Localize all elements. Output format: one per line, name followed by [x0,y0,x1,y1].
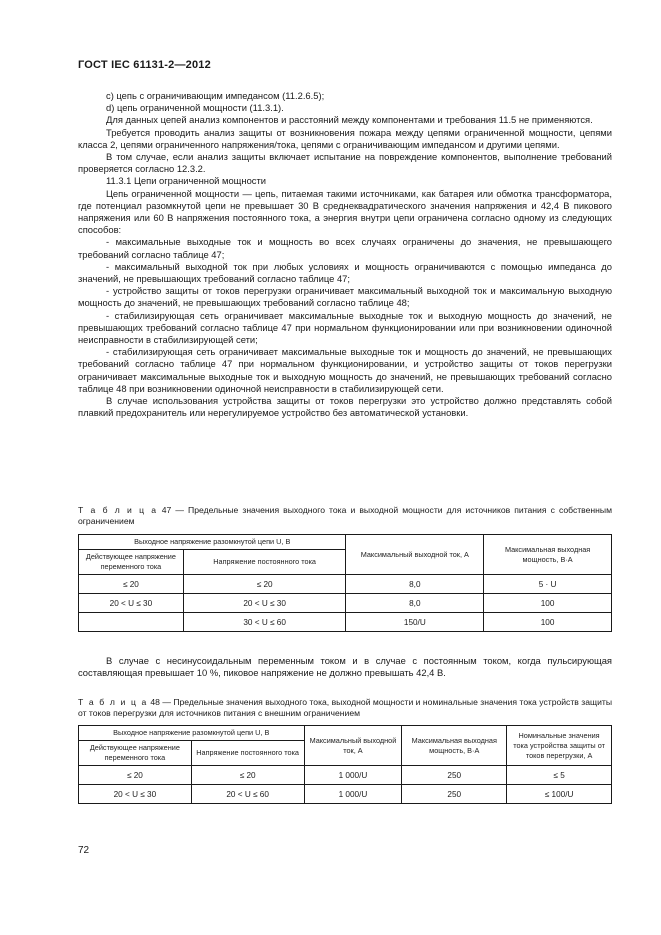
page-number: 72 [78,845,90,856]
group-header: Выходное напряжение разомкнутой цепи U, В [79,726,305,741]
table-cell: 150/U [346,613,484,632]
column-header: Напряжение постоянного тока [191,741,304,766]
table-row [79,785,612,804]
table-cell: 100 [484,613,612,632]
table-cell: 8,0 [346,594,484,613]
table-48-caption [78,697,612,719]
table-cell: 250 [402,766,507,785]
table-caption-text: 48 — Предельные значения выходного тока, выходной мощности и номинальные значения тока устройств защиты от токов перегрузки для источников питания с внешним ограничением [78,697,612,718]
table-cell: 1 000/U [304,766,402,785]
table-cell: ≤ 20 [191,766,304,785]
table-row [79,613,612,632]
document-header: ГОСТ IEC 61131-2—2012 [78,59,211,71]
table-cell: 20 < U ≤ 60 [191,785,304,804]
table-cell [79,613,184,632]
table-row [79,766,612,785]
column-header: Действующее напряжение переменного тока [79,741,192,766]
table-47-caption [78,505,612,527]
table-label: Т а б л и ц а [78,505,158,515]
section-heading: 11.3.1 Цепи ограниченной мощности [106,175,267,187]
table-row [79,594,612,613]
column-header: Максимальный выходной ток, А [304,726,402,766]
table-label: Т а б л и ц а [78,697,148,707]
column-header: Напряжение постоянного тока [183,550,346,575]
table-47 [78,534,612,632]
paragraph: d) цепь ограниченной мощности (11.3.1). [106,102,284,114]
paragraph: Цепь ограниченной мощности — цепь, питаемая такими источниками, как батарея или обмотка трансформатора, где потенциал разомкнутой цепи не превышает 30 В среднеквадратического значения напряжения и 42,4 В пикового напряжения или 60 В напряжения постоянного тока, а энергия внутри цепи ограничена согласно одному из следующих способов: [78,187,612,236]
body-text [78,90,612,419]
table-cell: ≤ 20 [79,766,192,785]
table-cell: 100 [484,594,612,613]
table-48 [78,725,612,804]
list-item: - максимальный выходной ток при любых условиях и мощность ограничиваются с помощью импеданса до значений, не превышающих требований согласно таблице 47; [78,260,612,285]
table-cell: 8,0 [346,575,484,594]
paragraph: В том случае, если анализ защиты включает испытание на повреждение компонентов, выполнение требований проверяется согласно 12.3.2. [78,151,612,175]
column-header: Максимальный выходной ток, А [346,535,484,575]
table-caption-text: 47 — Предельные значения выходного тока и выходной мощности для источников питания с собственным ограничением [78,505,613,526]
table-row [79,575,612,594]
group-header: Выходное напряжение разомкнутой цепи U, В [79,535,346,550]
table-cell: ≤ 100/U [507,785,612,804]
column-header: Максимальная выходная мощность, В·А [484,535,612,575]
table-cell: 5 · U [484,575,612,594]
list-item: - устройство защиты от токов перегрузки ограничивает максимальный выходной ток и максимальную выходную мощность до значений, не превышающих требований согласно таблице 48; [78,285,612,309]
table-cell: ≤ 20 [79,575,184,594]
paragraph: Требуется проводить анализ защиты от возникновения пожара между цепями ограниченной мощности, цепями класса 2, цепями ограниченного напряжения/тока, цепями с ограничивающим импедансом и другими цепями. [78,126,612,150]
column-header: Действующее напряжение переменного тока [79,550,184,575]
column-header: Номинальные значения тока устройства защиты от токов перегрузки, А [507,726,612,766]
table-cell: ≤ 20 [183,575,346,594]
paragraph: Для данных цепей анализ компонентов и расстояний между компонентами и требования 11.5 не применяются. [106,114,593,126]
paragraph: В случае использования устройства защиты от токов перегрузки это устройство должно представлять собой плавкий предохранитель или нерегулируемое устройство без автоматической установки. [78,395,612,419]
table-cell: 1 000/U [304,785,402,804]
table-cell: 30 < U ≤ 60 [183,613,346,632]
table-cell: 20 < U ≤ 30 [79,785,192,804]
list-item: - стабилизирующая сеть ограничивает максимальные выходные ток и мощность до значений, не превышающих требований согласно таблице 47 при нормальном функционировании, и устройство защиты от токов перегрузки ограничивает максимальные выходные ток и выходную мощность до значений, не превышающих требований согласно таблице 48 при возникновении одиночной неисправности в стабилизирующей сети. [78,346,612,394]
list-item: - стабилизирующая сеть ограничивает максимальные выходные ток и выходную мощность до значений, не превышающих требований согласно таблице 47 при нормальном функционировании или при возникновении одиночной неисправности в стабилизирующей сети; [78,309,612,346]
paragraph: В случае с несинусоидальным переменным током и в случае с постоянным током, когда пульсирующая составляющая превышает 10 %, пиковое напряжение не должно превышать 42,4 В. [78,655,612,679]
table-cell: 20 < U ≤ 30 [79,594,184,613]
table-cell: 250 [402,785,507,804]
column-header: Максимальная выходная мощность, В·А [402,726,507,766]
table-cell: 20 < U ≤ 30 [183,594,346,613]
table-cell: ≤ 5 [507,766,612,785]
paragraph: с) цепь с ограничивающим импедансом (11.2.6.5); [106,90,325,101]
list-item: - максимальные выходные ток и мощность во всех случаях ограничены до значения, не превышающего требований согласно таблице 47; [78,236,612,260]
